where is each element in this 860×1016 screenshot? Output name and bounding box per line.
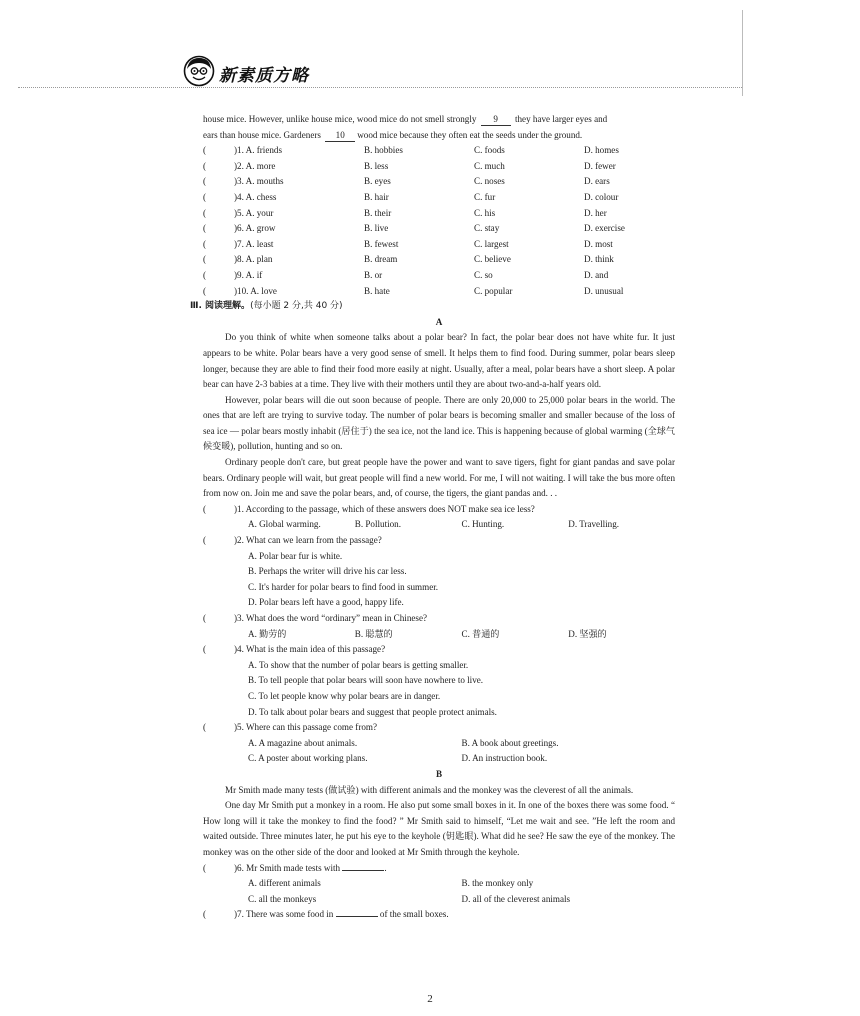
cloze-question-list xyxy=(203,143,675,299)
cloze-question-row xyxy=(203,159,675,175)
option-d: D. all of the cleverest animals xyxy=(461,893,571,904)
option-c: C. To let people know why polar bears are in danger. xyxy=(248,690,441,701)
question-number-and-option-a: )3. A. mouths xyxy=(234,176,284,187)
answer-paren[interactable]: ( xyxy=(203,613,207,623)
option-b: B. Perhaps the writer will drive his car less. xyxy=(248,566,407,577)
brand-title: 新素质方略 xyxy=(219,66,309,86)
cloze-tail-line-2: ears than house mice. Gardeners 10 wood mice because they often eat the seeds under the ground. xyxy=(203,129,583,140)
option-b: B. less xyxy=(364,160,389,171)
option-c: C. stay xyxy=(474,223,500,234)
option-b: B. the monkey only xyxy=(461,878,534,889)
option-c: C. believe xyxy=(474,254,511,265)
option-d: D. Polar bears left have a good, happy life. xyxy=(248,597,404,608)
question-number-and-option-a: )10. A. love xyxy=(234,285,277,296)
passage-a-label: A xyxy=(435,316,443,327)
option-c: C. so xyxy=(474,269,493,280)
option-a: A. 勤劳的 xyxy=(248,628,287,639)
answer-paren[interactable]: ( xyxy=(203,285,207,296)
cloze-question-row xyxy=(203,237,675,253)
cloze-tail-line-1: house mice. However, unlike house mice, wood mice do not smell strongly 9 they have larger eyes and xyxy=(203,114,608,124)
reading-question-2 xyxy=(203,533,675,549)
page-number: 2 xyxy=(427,993,433,1005)
question-stem: )1. According to the passage, which of these answers does NOT make sea ice less? xyxy=(234,503,535,514)
answer-paren[interactable]: ( xyxy=(203,535,207,546)
answer-paren[interactable]: ( xyxy=(203,862,207,873)
option-c: C. fur xyxy=(474,191,496,202)
question-number-and-option-a: )7. A. least xyxy=(234,238,274,249)
reading-question-3 xyxy=(203,611,675,627)
cloze-question-row xyxy=(203,268,675,284)
cloze-question-row xyxy=(203,252,675,268)
option-d: D. 坚强的 xyxy=(568,628,607,639)
option-c: C. A poster about working plans. xyxy=(248,753,368,764)
fill-blank[interactable] xyxy=(342,870,384,871)
option-c: C. popular xyxy=(474,285,513,296)
option-c: C. foods xyxy=(474,145,505,156)
answer-options xyxy=(203,892,675,908)
question-stem: )2. What can we learn from the passage? xyxy=(234,535,382,546)
question-number-and-option-a: )9. A. if xyxy=(234,269,263,280)
option-a: A. A magazine about animals. xyxy=(248,737,358,748)
option-c: C. largest xyxy=(474,238,509,249)
answer-options xyxy=(203,627,675,643)
option-b: B. fewest xyxy=(364,238,399,249)
option-d: D. colour xyxy=(584,191,619,202)
option-d: D. homes xyxy=(584,145,619,156)
question-stem: )5. Where can this passage come from? xyxy=(234,722,377,733)
option-a: A. different animals xyxy=(248,878,321,889)
reading-question-5 xyxy=(203,720,675,736)
answer-options xyxy=(203,751,675,767)
passage-b-paragraph: Mr Smith made many tests (做试验) with different animals and the monkey was the cleverest of all the animals. xyxy=(225,784,634,795)
cloze-question-row xyxy=(203,143,675,159)
answer-paren[interactable]: ( xyxy=(203,722,207,733)
reading-question-1 xyxy=(203,502,675,518)
cartoon-face-logo-icon xyxy=(183,55,215,87)
option-d: D. ears xyxy=(584,176,610,187)
answer-paren[interactable]: ( xyxy=(203,223,207,234)
option-b: B. 聪慧的 xyxy=(354,628,393,639)
option-d: D. exercise xyxy=(584,223,625,234)
option-d: D. think xyxy=(584,254,614,265)
answer-paren[interactable]: ( xyxy=(203,176,207,187)
cloze-question-row xyxy=(203,221,675,237)
cloze-blank-10: 10 xyxy=(325,130,355,142)
option-b: B. or xyxy=(364,269,383,280)
answer-paren[interactable]: ( xyxy=(203,207,207,218)
option-b: B. dream xyxy=(364,254,398,265)
answer-options xyxy=(203,517,675,533)
answer-options xyxy=(203,876,675,892)
question-number-and-option-a: )1. A. friends xyxy=(234,145,283,156)
cloze-question-row xyxy=(203,206,675,222)
question-stem: )6. Mr Smith made tests with . xyxy=(234,862,387,873)
option-b: B. To tell people that polar bears will soon have nowhere to live. xyxy=(248,675,484,686)
option-a: A. To show that the number of polar bears is getting smaller. xyxy=(248,659,469,670)
reading-question-7 xyxy=(203,907,675,923)
option-b: B. hobbies xyxy=(364,145,403,156)
page-header xyxy=(0,0,860,100)
option-b: B. hair xyxy=(364,191,389,202)
reading-question-4 xyxy=(203,642,675,658)
option-d: D. her xyxy=(584,207,607,218)
worksheet-content xyxy=(190,112,675,923)
cloze-blank-9: 9 xyxy=(481,114,511,126)
fill-blank[interactable] xyxy=(336,916,378,917)
answer-paren[interactable]: ( xyxy=(203,269,207,280)
cloze-question-row xyxy=(203,174,675,190)
option-c: C. 普通的 xyxy=(461,628,500,639)
answer-paren[interactable]: ( xyxy=(203,145,207,156)
question-number-and-option-a: )2. A. more xyxy=(234,160,276,171)
question-stem: )7. There was some food in of the small boxes. xyxy=(234,909,449,920)
answer-paren[interactable]: ( xyxy=(203,909,207,920)
answer-paren[interactable]: ( xyxy=(203,160,207,171)
option-b: B. A book about greetings. xyxy=(461,737,559,748)
question-number-and-option-a: )4. A. chess xyxy=(234,191,277,202)
option-b: B. eyes xyxy=(364,176,391,187)
option-d: D. To talk about polar bears and suggest that people protect animals. xyxy=(248,706,497,717)
option-b: B. their xyxy=(364,207,392,218)
option-d: D. Travelling. xyxy=(568,519,620,530)
option-c: C. his xyxy=(474,207,496,218)
option-c: C. Hunting. xyxy=(461,519,505,530)
passage-b-label: B xyxy=(435,768,443,779)
option-b: B. hate xyxy=(364,285,390,296)
answer-paren[interactable]: ( xyxy=(203,238,207,249)
cloze-question-row xyxy=(203,190,675,206)
question-number-and-option-a: )6. A. grow xyxy=(234,223,276,234)
option-c: C. It's harder for polar bears to find food in summer. xyxy=(248,581,439,592)
answer-paren[interactable]: ( xyxy=(203,191,207,202)
answer-paren[interactable]: ( xyxy=(203,644,207,655)
option-c: C. all the monkeys xyxy=(248,893,317,904)
option-b: B. Pollution. xyxy=(354,519,401,530)
question-number-and-option-a: )5. A. your xyxy=(234,207,274,218)
header-dotted-rule xyxy=(18,87,742,88)
question-number-and-option-a: )8. A. plan xyxy=(234,254,273,265)
option-c: C. much xyxy=(474,160,505,171)
option-a: A. Global warming. xyxy=(248,519,321,530)
option-d: D. An instruction book. xyxy=(461,753,548,764)
option-d: D. unusual xyxy=(584,285,624,296)
option-c: C. noses xyxy=(474,176,505,187)
option-b: B. live xyxy=(364,223,389,234)
passage-b-paragraph: One day Mr Smith put a monkey in a room. He also put some small boxes in it. In one of the boxes there was some food. “ How long will it take the monkey to find the food? ” Mr Smith said to himself, “Let me wait and see. ”He left the room and waited outside. Three minutes later, he put his eye to the keyhole (钥匙眼). What did he see? He saw the eye of the monkey. The monkey was on the other side of the door and looked at Mr Smith through the keyhole. xyxy=(203,800,675,857)
question-stem: )3. What does the word “ordinary” mean in Chinese? xyxy=(234,613,428,623)
header-vertical-rule xyxy=(742,10,743,96)
option-d: D. and xyxy=(584,269,609,280)
answer-paren[interactable]: ( xyxy=(203,254,207,265)
passage-a-paragraph: However, polar bears will die out soon because of people. There are only 20,000 to 25,000 polar bears in the world. The ones that are left are trying to survive today. The number of polar bears is becoming smaller and smaller because of the loss of sea ice — polar bears mostly inhabit (居住于) the sea ice, not the land ice. This is happening because of global warming (全球气候变暖), pollution, hunting and so on. xyxy=(203,394,675,452)
answer-options xyxy=(203,736,675,752)
reading-section-title: Ⅲ. 阅读理解。(每小题 2 分,共 40 分) xyxy=(190,301,343,312)
reading-question-6 xyxy=(203,861,675,877)
passage-a-paragraph: Ordinary people don't care, but great people have the power and want to save tigers, fight for giant pandas and save polar bears. Ordinary people will wait, but great people will find a new world. For me, I will not waiting. I will take the bus more often from now on. Join me and save the polar bears, and, of course, the tigers, the giant pandas and. . . xyxy=(203,457,675,499)
option-d: D. fewer xyxy=(584,160,616,171)
option-d: D. most xyxy=(584,238,613,249)
passage-a-paragraph: Do you think of white when someone talks about a polar bear? In fact, the polar bear does not have white fur. It just appears to be white. Polar bears have a very good sense of smell. It helps them to find food. During summer, polar bears sleep longer, because they are able to find their food more easily at night. Usually, after a meal, polar bears have a short sleep. A polar bear can have 2-3 babies at a time. They live with their mothers until they are about two-and-a-half years old. xyxy=(203,332,675,390)
answer-paren[interactable]: ( xyxy=(203,503,207,514)
cloze-question-row xyxy=(203,284,675,300)
question-stem: )4. What is the main idea of this passage? xyxy=(234,644,386,655)
option-a: A. Polar bear fur is white. xyxy=(248,550,343,561)
